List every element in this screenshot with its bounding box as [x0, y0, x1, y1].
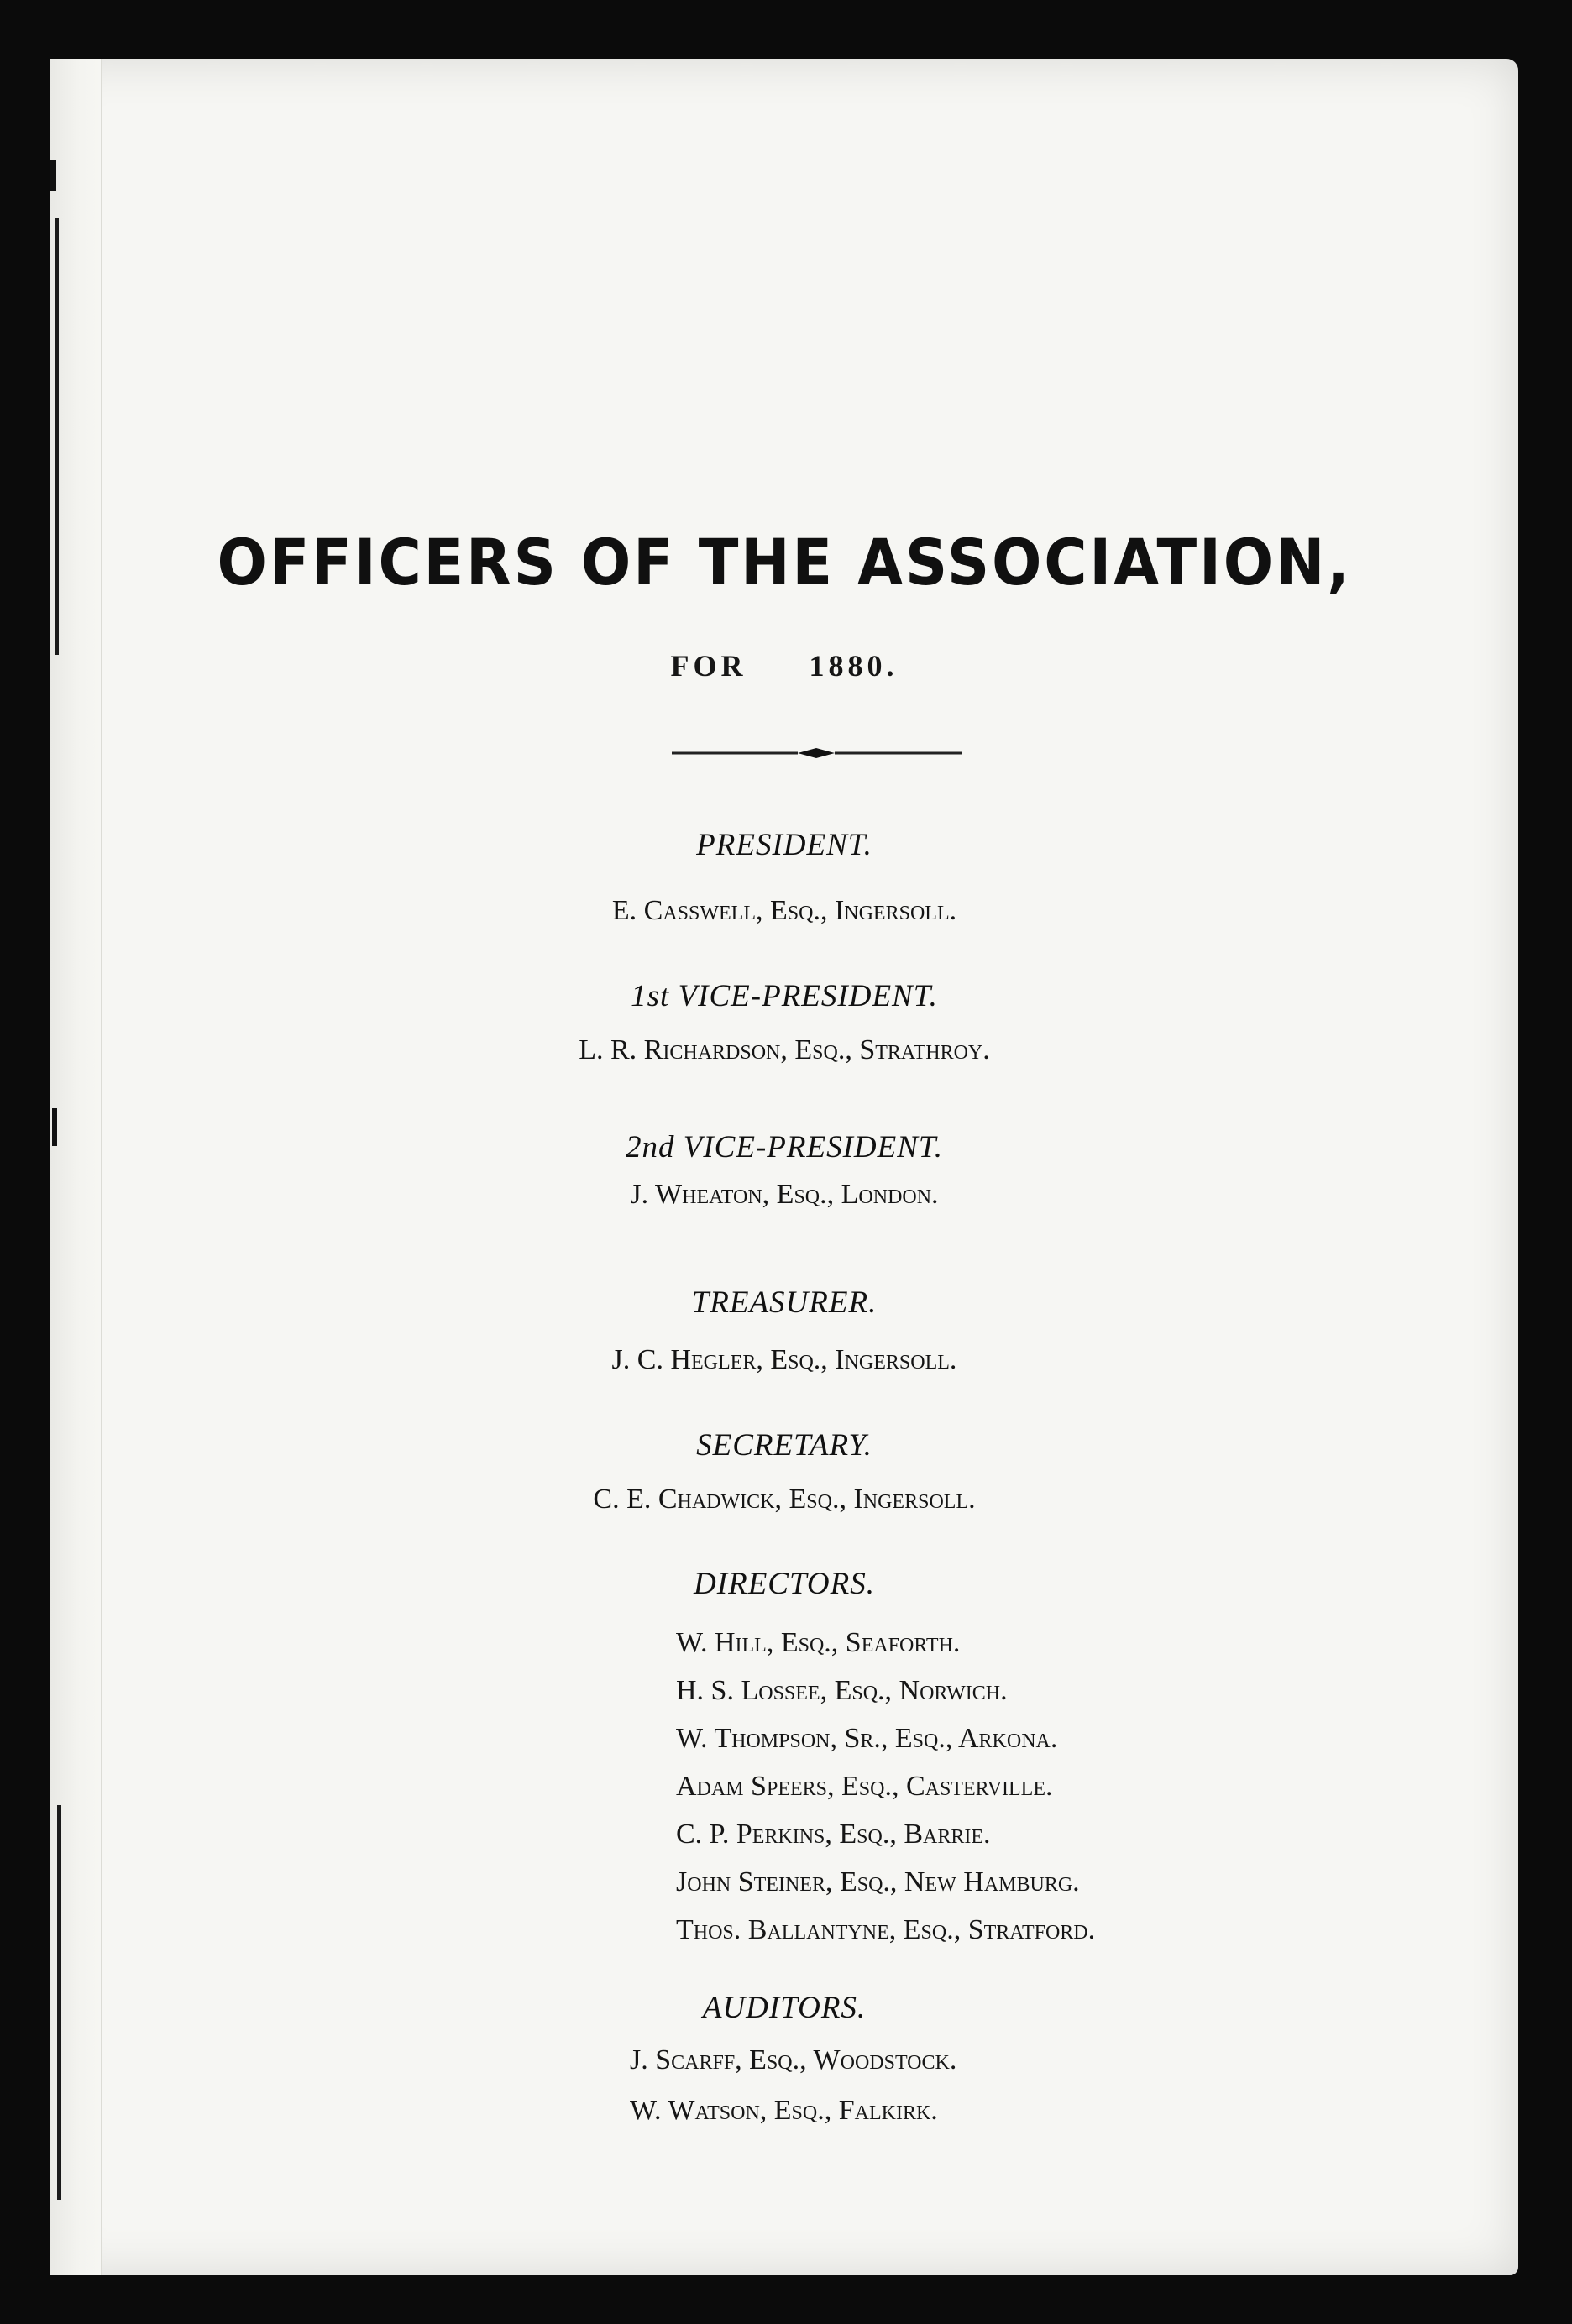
director-entry: Adam Speers, Esq., Casterville.	[676, 1771, 1053, 1802]
first-vice-president-name: L. R. Richardson, Esq., Strathroy.	[579, 1034, 990, 1065]
treasurer-name: J. C. Hegler, Esq., Ingersoll.	[611, 1344, 957, 1375]
director-entry: W. Hill, Esq., Seaforth.	[676, 1627, 961, 1658]
director-entry: H. S. Lossee, Esq., Norwich.	[676, 1675, 1008, 1706]
treasurer-heading: TREASURER.	[691, 1285, 878, 1320]
president-heading: PRESIDENT.	[696, 828, 872, 862]
ornamental-divider	[672, 746, 962, 761]
first-vice-president-heading: 1st VICE-PRESIDENT.	[631, 979, 938, 1013]
secretary-section	[50, 1427, 1518, 1515]
auditor-entry: J. Scarff, Esq., Woodstock.	[630, 2044, 957, 2075]
president-section	[50, 827, 1518, 927]
director-entry: W. Thompson, Sr., Esq., Arkona.	[676, 1723, 1058, 1754]
auditors-heading: AUDITORS.	[702, 1991, 867, 2025]
page-subtitle	[50, 648, 1518, 683]
second-vice-president-heading: 2nd VICE-PRESIDENT.	[626, 1130, 943, 1165]
director-entry: Thos. Ballantyne, Esq., Stratford.	[676, 1914, 1096, 1945]
second-vice-president-section	[50, 1129, 1518, 1211]
director-entry: C. P. Perkins, Esq., Barrie.	[676, 1819, 991, 1850]
auditor-entry: W. Watson, Esq., Falkirk.	[630, 2095, 938, 2126]
subtitle-for: FOR	[670, 649, 747, 683]
subtitle-year: 1880.	[809, 649, 899, 683]
directors-section	[50, 1566, 1518, 1602]
document-page	[50, 59, 1518, 2275]
first-vice-president-section	[50, 978, 1518, 1066]
page-title: OFFICERS OF THE ASSOCIATION,	[217, 525, 1352, 599]
treasurer-section	[50, 1285, 1518, 1376]
secretary-name: C. E. Chadwick, Esq., Ingersoll.	[593, 1484, 976, 1515]
director-entry: John Steiner, Esq., New Hamburg.	[676, 1866, 1080, 1897]
secretary-heading: SECRETARY.	[696, 1428, 872, 1463]
president-name: E. Casswell, Esq., Ingersoll.	[611, 895, 957, 926]
binding-stitch	[55, 218, 59, 655]
auditors-section	[50, 1990, 1518, 2026]
directors-heading: DIRECTORS.	[694, 1567, 875, 1601]
binding-stitch	[50, 160, 56, 191]
second-vice-president-name: J. Wheaton, Esq., London.	[630, 1179, 939, 1210]
